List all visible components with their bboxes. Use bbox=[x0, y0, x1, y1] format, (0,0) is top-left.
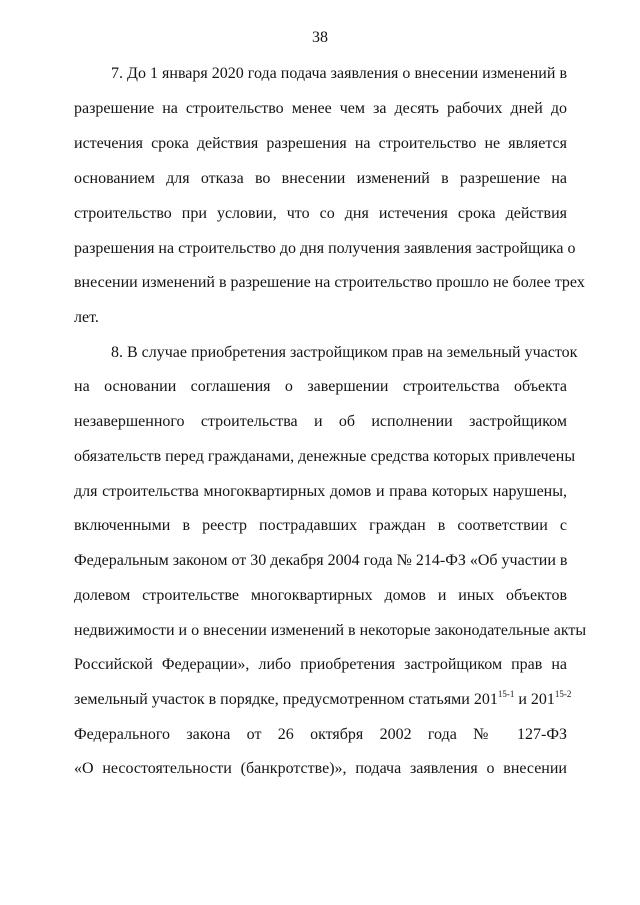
paragraph-line-with-superscripts bbox=[74, 689, 572, 710]
paragraph-line: для строительства многоквартирных домов и права которых нарушены, bbox=[74, 483, 567, 500]
paragraph-line: обязательств перед гражданами, денежные средства которых привлечены bbox=[74, 448, 576, 465]
paragraph-line: внесении изменений в разрешение на строительство прошло не более трех bbox=[74, 274, 585, 291]
paragraph-line: 8. В случае приобретения застройщиком прав на земельный участок bbox=[111, 344, 578, 361]
page-number: 38 bbox=[312, 29, 328, 46]
paragraph-line: основанием для отказа во внесении изменений в разрешение на bbox=[74, 170, 567, 187]
superscript: 15-2 bbox=[554, 689, 572, 699]
paragraph-line: разрешения на строительство до дня получения заявления застройщика о bbox=[74, 240, 576, 257]
paragraph-line: 7. До 1 января 2020 года подача заявления о внесении изменений в bbox=[111, 65, 567, 82]
paragraph-line: Российской Федерации», либо приобретения застройщиком прав на bbox=[74, 656, 567, 673]
paragraph-line: долевом строительстве многоквартирных домов и иных объектов bbox=[74, 587, 567, 604]
paragraph-line: «О несостоятельности (банкротстве)», подача заявления о внесении bbox=[74, 760, 567, 777]
superscript: 15-1 bbox=[497, 689, 515, 699]
line-text: и 201 bbox=[514, 691, 555, 708]
paragraph-line: на основании соглашения о завершении строительства объекта bbox=[74, 378, 567, 395]
paragraph-line: Федерального закона от 26 октября 2002 года № 127-ФЗ bbox=[74, 726, 567, 743]
paragraph-line: разрешение на строительство менее чем за десять рабочих дней до bbox=[74, 100, 567, 117]
paragraph-line: Федеральным законом от 30 декабря 2004 года № 214-ФЗ «Об участии в bbox=[74, 552, 568, 569]
paragraph-line: строительство при условии, что со дня истечения срока действия bbox=[74, 205, 567, 222]
paragraph-line: незавершенного строительства и об исполнении застройщиком bbox=[74, 413, 567, 430]
paragraph-line: истечения срока действия разрешения на строительство не является bbox=[74, 135, 567, 152]
paragraph-line: недвижимости и о внесении изменений в некоторые законодательные акты bbox=[74, 622, 587, 639]
paragraph-line: лет. bbox=[74, 309, 99, 326]
paragraph-line: включенными в реестр пострадавших граждан в соответствии с bbox=[74, 517, 567, 534]
line-text: земельный участок в порядке, предусмотренном статьями 201 bbox=[74, 691, 498, 708]
